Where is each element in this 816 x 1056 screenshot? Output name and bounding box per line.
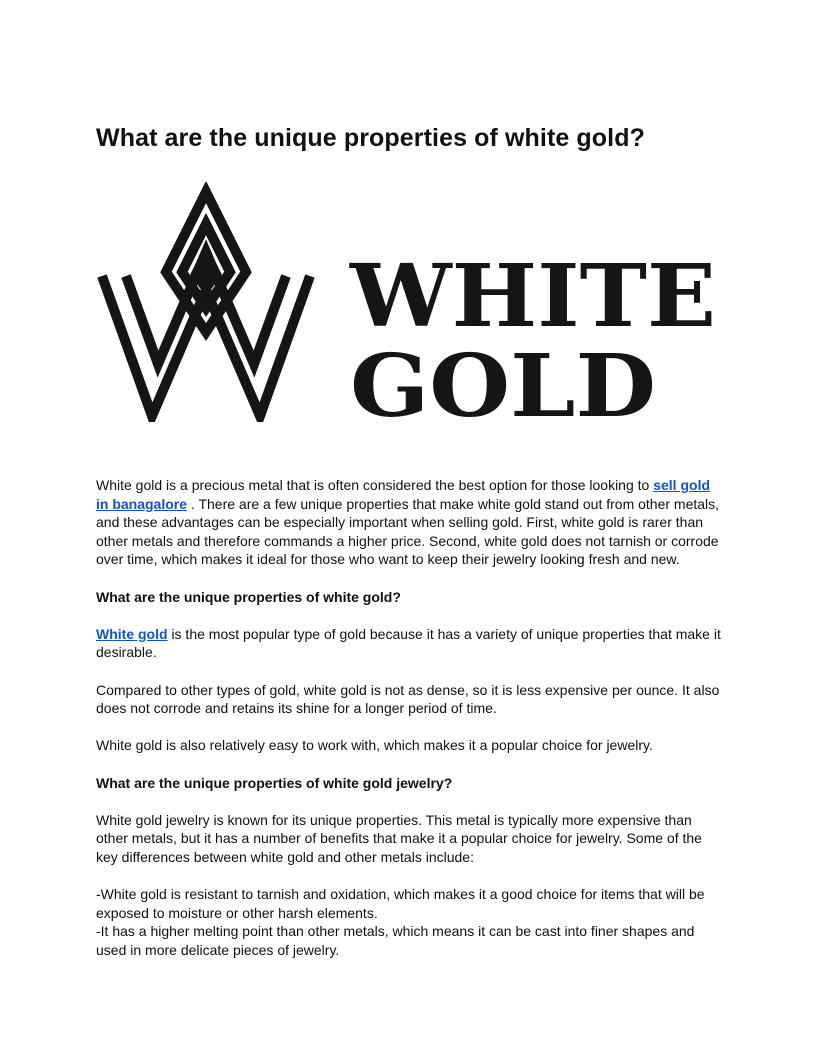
intro-text: White gold is a precious metal that is often considered the best option for those looking to — [96, 477, 654, 493]
w-monogram-icon — [102, 192, 310, 416]
density-paragraph: Compared to other types of gold, white gold is not as dense, so it is less expensive per ounce. It also does not corrode and retains its shine for a longer period of time. — [96, 681, 720, 717]
list-item: -White gold is resistant to tarnish and oxidation, which makes it a good choice for items that will be exposed to moisture or other harsh elements. — [96, 886, 705, 921]
workability-paragraph: White gold is also relatively easy to work with, which makes it a popular choice for jewelry. — [96, 737, 653, 754]
section-heading-properties: What are the unique properties of white gold? — [96, 588, 401, 605]
white-gold-paragraph — [96, 625, 722, 662]
sell-gold-link[interactable]: sell gold in banagalore — [96, 477, 711, 512]
list-item: -It has a higher melting point than other metals, which means it can be cast into finer shapes and used in more delicate pieces of jewelry. — [96, 923, 695, 958]
logo-word-white: WHITE — [348, 246, 716, 347]
white-gold-logo-graphic — [96, 182, 722, 422]
intro-text-continued: . There are a few unique properties that make white gold stand out from other metals, and these advantages can be especially important when selling gold. First, white gold is rarer than other metals and therefore commands a higher price. Second, white gold does not tarnish or corrode over time, which makes it ideal for those who want to keep their jewelry looking fresh and new. — [96, 495, 720, 568]
article-body — [96, 476, 722, 959]
white-gold-paragraph-text: is the most popular type of gold because it has a variety of unique properties that make it desirable. — [96, 625, 721, 661]
jewelry-paragraph: White gold jewelry is known for its unique properties. This metal is typically more expensive than other metals, but it has a number of benefits that make it a popular choice for jewelry. Some of the key differences between white gold and other metals include: — [96, 811, 702, 865]
section-heading-jewelry: What are the unique properties of white gold jewelry? — [96, 774, 453, 791]
logo-word-gold: GOLD — [350, 336, 656, 422]
intro-paragraph — [96, 476, 722, 569]
white-gold-link[interactable]: White gold — [96, 625, 168, 642]
page-title: What are the unique properties of white gold? — [96, 124, 645, 152]
white-gold-logo — [96, 182, 722, 422]
